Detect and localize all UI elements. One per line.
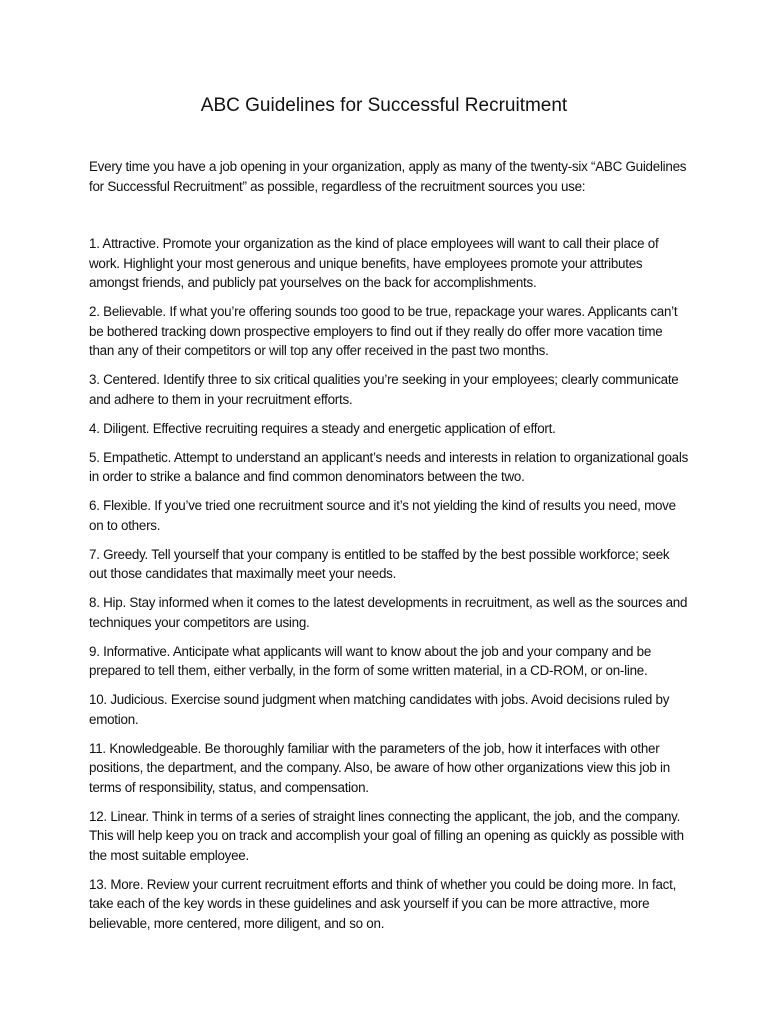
document-title: ABC Guidelines for Successful Recruitment — [200, 95, 568, 116]
guidelines-list — [89, 234, 689, 943]
guideline-item: 12. Linear. Think in terms of a series of straight lines connecting the applicant, the job, and the company. This will help keep you on track and accomplish your goal of filling an opening as quickly as possible with the most suitable employee. — [89, 808, 684, 863]
intro-paragraph: Every time you have a job opening in your organization, apply as many of the twenty-six “ABC Guidelines for Successful Recruitment” as possible, regardless of the recruitment sources you use: — [89, 159, 687, 194]
guideline-item: 8. Hip. Stay informed when it comes to the latest developments in recruitment, as well as the sources and techniques your competitors are using. — [89, 595, 688, 630]
guideline-item: 1. Attractive. Promote your organization as the kind of place employees will want to call their place of work. Highlight your most generous and unique benefits, have employees promote your attributes amongst friends, and publicly pat yourselves on the back for accomplishments. — [89, 236, 659, 290]
guideline-item: 10. Judicious. Exercise sound judgment when matching candidates with jobs. Avoid decisions ruled by emotion. — [89, 692, 670, 727]
guideline-item: 5. Empathetic. Attempt to understand an applicant’s needs and interests in relation to organizational goals in order to strike a balance and find common denominators between the two. — [89, 449, 689, 484]
guideline-item: 11. Knowledgeable. Be thoroughly familiar with the parameters of the job, how it interfaces with other positions, the department, and the company. Also, be aware of how other organizations view this job in terms of responsibility, status, and compensation. — [89, 740, 670, 795]
guideline-item: 2. Believable. If what you’re offering sounds too good to be true, repackage your wares. Applicants can’t be bothered tracking down prospective employers to find out if they really do offer more vacation time than any of their competitors or will top any offer received in the past two months. — [89, 304, 678, 358]
guideline-item: 7. Greedy. Tell yourself that your company is entitled to be staffed by the best possible workforce; seek out those candidates that maximally meet your needs. — [89, 546, 670, 581]
guideline-item: 13. More. Review your current recruitment efforts and think of whether you could be doing more. In fact, take each of the key words in these guidelines and ask yourself if you can be more attractive, more believable, more centered, more diligent, and so on. — [89, 876, 677, 931]
guideline-item: 4. Diligent. Effective recruiting requires a steady and energetic application of effort. — [89, 420, 556, 436]
guideline-item: 6. Flexible. If you’ve tried one recruitment source and it’s not yielding the kind of results you need, move on to others. — [89, 498, 676, 533]
guideline-item: 9. Informative. Anticipate what applicants will want to know about the job and your company and be prepared to tell them, either verbally, in the form of some written material, in a CD-ROM, or on-line. — [89, 643, 652, 678]
guideline-item: 3. Centered. Identify three to six critical qualities you’re seeking in your employees; clearly communicate and adhere to them in your recruitment efforts. — [89, 372, 679, 407]
